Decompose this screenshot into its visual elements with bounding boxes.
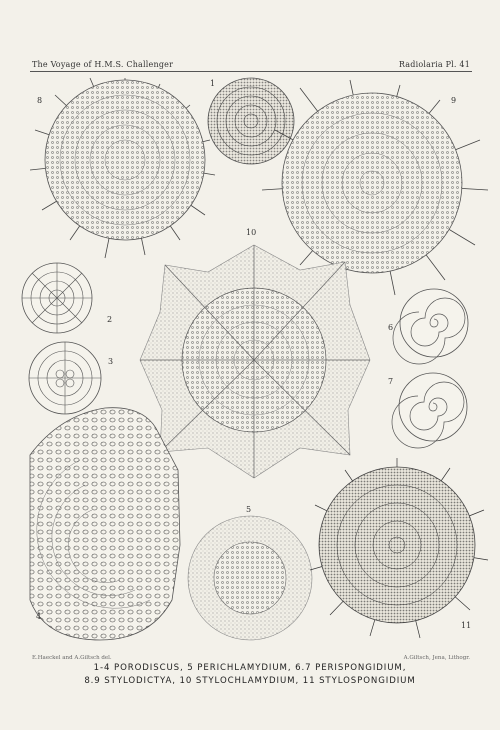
figure-4-porodiscus: [30, 408, 180, 640]
header-left-title: The Voyage of H.M.S. Challenger: [32, 60, 174, 69]
figure-number-1: 1: [210, 79, 216, 88]
figure-9-stylodictya: [262, 80, 488, 295]
caption-line-1: 1-4 PORODISCUS, 5 PERICHLAMYDIUM, 6.7 PERISPONGIDIUM,: [93, 663, 407, 673]
figure-number-6: 6: [388, 323, 394, 332]
figure-1-porodiscus: [208, 78, 294, 164]
figure-number-3: 3: [108, 357, 114, 366]
header-plate-label: Radiolaria Pl. 41: [398, 60, 470, 69]
figure-3-porodiscus: [29, 342, 101, 414]
figure-number-11: 11: [461, 621, 472, 630]
credit-lithographer: A.Giltsch, Jena, Lithogr.: [403, 655, 470, 661]
figure-6-perispongidium: [393, 289, 468, 364]
credit-artist: E.Haeckel and A.Giltsch del.: [32, 655, 112, 661]
figure-number-4: 4: [36, 612, 42, 621]
figure-7-perispongidium: [392, 373, 467, 448]
figure-number-5: 5: [246, 505, 252, 514]
figure-11-stylospongidium: [310, 458, 488, 638]
figure-number-8: 8: [37, 96, 43, 105]
figure-8-stylodictya: [30, 78, 215, 258]
figure-number-2: 2: [107, 315, 113, 324]
figure-10-stylochlamydium: [140, 245, 370, 478]
figure-2-porodiscus: [22, 263, 92, 333]
caption-line-2: 8.9 STYLODICTYA, 10 STYLOCHLAMYDIUM, 11 STYLOSPONGIDIUM: [84, 676, 416, 686]
figure-number-10: 10: [246, 228, 257, 237]
figure-number-9: 9: [451, 96, 457, 105]
figure-5-perichlamydium: [188, 516, 312, 640]
figure-number-7: 7: [388, 377, 394, 386]
